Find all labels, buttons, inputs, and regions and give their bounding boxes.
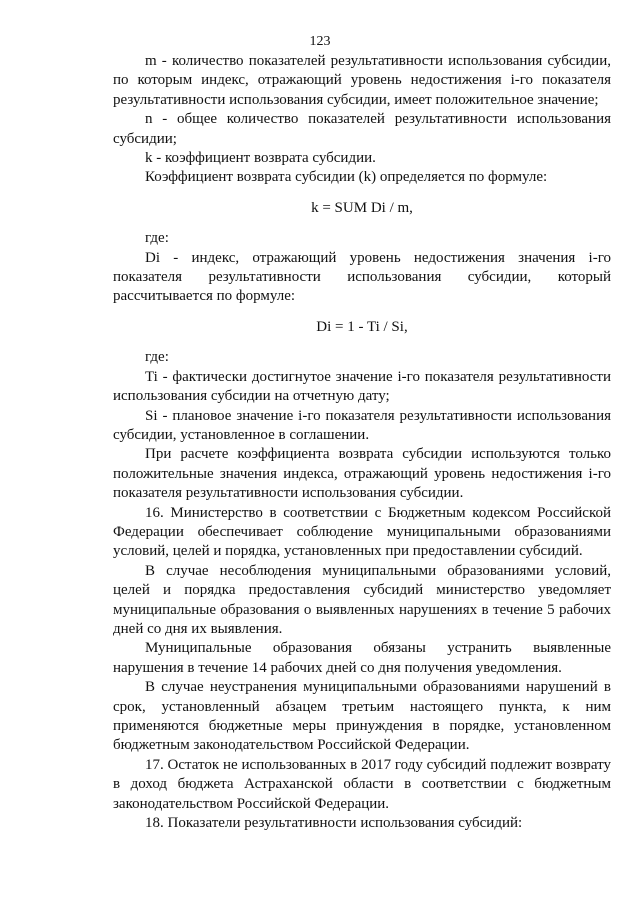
paragraph-where: где: — [145, 349, 169, 366]
paragraph-m-definition: m - количество показателей результативности использования субсидии, по которым индекс, отражающий уровень недостижения i-го показателя результативности использования субсидии, имеет положительное значение; — [113, 53, 611, 108]
paragraph-obligation: Муниципальные образования обязаны устранить выявленные нарушения в течение 14 рабочих дней со дня получения уведомления. — [113, 640, 611, 676]
formula-k: k = SUM Di / m, — [311, 199, 413, 216]
paragraph-k-definition: k - коэффициент возврата субсидии. — [145, 150, 376, 167]
paragraph-non-elimination: В случае неустранения муниципальными образованиями нарушений в срок, установленный абзацем третьим настоящего пункта, к ним применяются бюджетные меры принуждения в порядке, установленном бюджетным законодательством Российской Федерации. — [113, 679, 611, 754]
page-number: 123 — [309, 34, 331, 49]
document-body — [113, 52, 611, 833]
paragraph-n-definition: n - общее количество показателей результативности использования субсидии; — [113, 111, 611, 147]
paragraph-noncompliance: В случае несоблюдения муниципальными образованиями условий, целей и порядка предоставления субсидий министерство уведомляет муниципальные образования о выявленных нарушениях в течение 5 рабочих дней со дня их выявления. — [113, 562, 611, 637]
formula-di: Di = 1 - Ti / Si, — [316, 318, 408, 335]
paragraph-si-definition: Si - плановое значение i-го показателя результативности использования субсидии, установленное в соглашении. — [113, 407, 611, 443]
paragraph-item-18: 18. Показатели результативности использования субсидий: — [145, 815, 523, 832]
paragraph-item-16: 16. Министерство в соответствии с Бюджетным кодексом Российской Федерации обеспечивает соблюдение муниципальными образованиями условий, целей и порядка, установленных при предоставлении субсидий. — [113, 504, 611, 560]
paragraph-item-17: 17. Остаток не использованных в 2017 году субсидий подлежит возврату в доход бюджета Астраханской области в соответствии с бюджетным законодательством Российской Федерации. — [113, 756, 611, 812]
paragraph-k-formula-intro: Коэффициент возврата субсидии (k) определяется по формуле: — [145, 169, 548, 186]
paragraph-di-definition: Di - индекс, отражающий уровень недостижения значения i-го показателя результативности использования субсидии, который рассчитывается по формуле: — [113, 249, 611, 305]
paragraph-ti-definition: Ti - фактически достигнутое значение i-го показателя результативности использования субсидии на отчетную дату; — [113, 368, 611, 405]
paragraph-positive-index-note: При расчете коэффициента возврата субсидии используются только положительные значения индекса, отражающий уровень недостижения i-го показателя результативности использования субсидии. — [113, 446, 611, 502]
paragraph-where: где: — [145, 230, 169, 247]
